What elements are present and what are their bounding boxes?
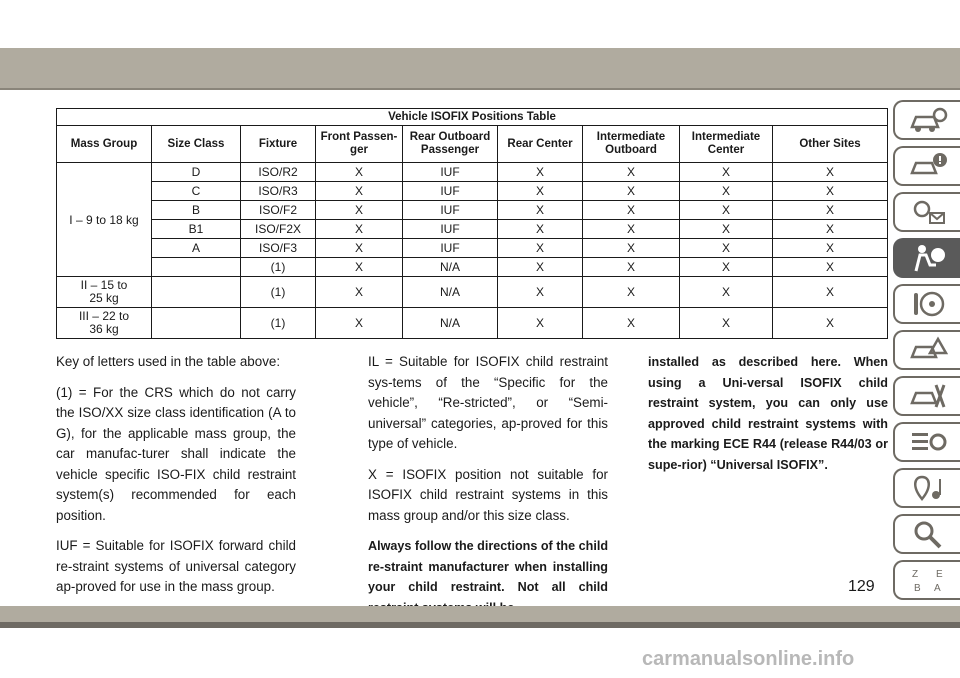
cell: A [152,239,241,258]
cell: IUF [403,201,498,220]
cell: ISO/F2 [241,201,316,220]
mass-group-cell: I – 9 to 18 kg [57,163,152,277]
cell: X [583,182,680,201]
text-column-2 [368,352,608,628]
music-nav-icon [908,473,948,503]
cell: (1) [241,277,316,308]
cell: X [583,277,680,308]
tab-car-hazard[interactable] [893,330,960,370]
cell: X [498,308,583,339]
tab-car-warning[interactable] [893,146,960,186]
cell: X [498,277,583,308]
watermark: carmanualsonline.info [642,648,855,670]
cell: X [680,258,773,277]
cell: N/A [403,277,498,308]
table-row [57,239,888,258]
table-row [57,201,888,220]
cell: ISO/R2 [241,163,316,182]
cell: X [316,163,403,182]
cell: IUF [403,163,498,182]
cell: B1 [152,220,241,239]
cell: X [316,220,403,239]
cell [152,308,241,339]
tab-car-tools[interactable] [893,376,960,416]
cell: X [680,201,773,220]
col-header: Mass Group [57,126,152,163]
col-header: Other Sites [773,126,888,163]
text-column-1 [56,352,296,608]
table-row [57,308,888,339]
steering-key-icon [908,289,948,319]
footer-band [0,606,960,622]
svg-text:B: B [913,583,921,594]
chapter-tabs [893,100,960,606]
svg-text:E: E [935,569,943,580]
cell: X [773,182,888,201]
tab-steering-key[interactable] [893,284,960,324]
cell: ISO/F3 [241,239,316,258]
cell: X [583,163,680,182]
cell: N/A [403,308,498,339]
cell: X [316,258,403,277]
isofix-table [56,108,888,339]
cell: X [773,220,888,239]
tab-lights-mail[interactable] [893,192,960,232]
col-header: Size Class [152,126,241,163]
cell [152,258,241,277]
svg-text:A: A [933,583,941,594]
car-warning-icon [908,151,948,181]
col-header: Rear Outboard Passenger [403,126,498,163]
cell: X [316,182,403,201]
warning-text-cont: installed as described here. When using a Uni-versal ISOFIX child restraint system, you can only use approved child restraint systems with the marking ECE R44 (release R44/03 or supe-rior) “Universal ISOFIX”. [648,355,888,472]
list-gear-icon [908,427,948,457]
svg-text:Z: Z [911,569,918,580]
car-hazard-icon [908,335,948,365]
tab-car-info[interactable] [893,100,960,140]
cell: X [498,220,583,239]
cell: X [583,239,680,258]
cell: B [152,201,241,220]
search-icon [908,519,948,549]
cell: X [583,201,680,220]
cell: X [498,258,583,277]
cell: X [498,182,583,201]
key-x: X = ISOFIX position not suitable for ISOFIX child restraint systems in this mass group and/or this size class. [368,466,608,523]
cell: X [680,277,773,308]
col-header: Front Passen- ger [316,126,403,163]
cell: IUF [403,239,498,258]
header-band [0,48,960,88]
cell: X [680,308,773,339]
cell: X [773,163,888,182]
cell: X [316,308,403,339]
cell [152,277,241,308]
col-header: Fixture [241,126,316,163]
col-header: Rear Center [498,126,583,163]
cell: X [583,258,680,277]
table-row [57,220,888,239]
col-header: Intermediate Outboard [583,126,680,163]
header-rule [0,88,960,90]
cell: X [583,220,680,239]
cell: X [680,239,773,258]
tab-airbag-seat[interactable] [893,238,960,278]
cell: X [316,239,403,258]
table-row [57,163,888,182]
airbag-seat-icon [908,243,948,273]
key-iuf: IUF = Suitable for ISOFIX forward child re-straint systems of universal category ap-proved for use in the mass group. [56,538,296,594]
cell: IUF [403,182,498,201]
mass-group-cell: II – 15 to 25 kg [57,277,152,308]
mass-group-cell: III – 22 to 36 kg [57,308,152,339]
cell: C [152,182,241,201]
cell: N/A [403,258,498,277]
table-title: Vehicle ISOFIX Positions Table [57,109,888,126]
cell: X [498,163,583,182]
cell: X [316,277,403,308]
cell: IUF [403,220,498,239]
cell: D [152,163,241,182]
col-header: Intermediate Center [680,126,773,163]
cell: X [773,277,888,308]
tab-music-nav[interactable] [893,468,960,508]
cell: X [680,220,773,239]
page-number: 129 [848,578,875,595]
cell: (1) [241,308,316,339]
cell: X [498,201,583,220]
key-intro: Key of letters used in the table above: [56,354,281,369]
key-il: IL = Suitable for ISOFIX child restraint sys-tems of the “Specific for the vehicle”, “Re-stricted”, or “Semi-universal” categories, ap-proved for this type of vehicle. [368,354,608,451]
cell: (1) [241,258,316,277]
cell: X [680,163,773,182]
table-row [57,258,888,277]
tab-list-gear[interactable] [893,422,960,462]
cell: ISO/F2X [241,220,316,239]
table-row [57,182,888,201]
table-row [57,277,888,308]
tab-search[interactable] [893,514,960,554]
cell: X [773,239,888,258]
warning-text: Always follow the directions of the child re-straint manufacturer when installing your child restraint. Not all child [368,539,609,594]
cell: X [680,182,773,201]
cell: X [773,258,888,277]
car-info-icon [908,105,948,135]
cell: X [773,201,888,220]
cell: X [773,308,888,339]
cell: X [316,201,403,220]
key-1: (1) = For the CRS which do not carry the ISO/XX size class identification (A to G), for the applicable mass group, the car manufac-turer shall indicate the vehicle specific ISO-FIX child restraint system(s) recommended for each position. [56,384,296,523]
cell: X [583,308,680,339]
footer-rule [0,622,960,628]
cell: X [498,239,583,258]
tab-alphabet-index[interactable] [893,560,960,600]
cell: ISO/R3 [241,182,316,201]
text-column-3 [648,352,888,485]
car-tools-icon [908,381,948,411]
lights-mail-icon [908,197,948,227]
alphabet-index-icon [908,565,948,595]
